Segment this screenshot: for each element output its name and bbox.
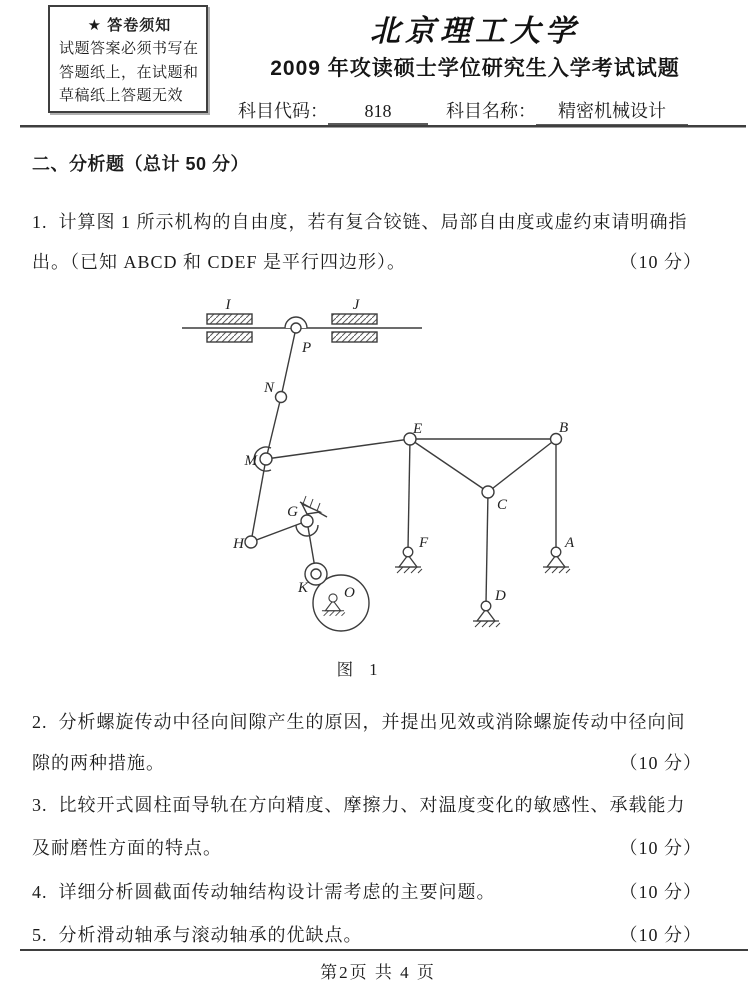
question-2-line-2	[32, 751, 702, 775]
figure-linework	[182, 314, 570, 631]
label-e: E	[413, 421, 423, 437]
link-b-c	[488, 439, 556, 492]
question-1-line-2	[32, 250, 702, 274]
link-m-e	[266, 439, 410, 459]
subject-row	[238, 97, 688, 126]
star-icon: ★	[87, 17, 103, 34]
question-1-line-2-text: 出。（已知 ABCD 和 CDEF 是平行四边形）。	[32, 252, 407, 272]
notice-box	[48, 5, 208, 113]
notice-line: 试题答案必须书写在	[59, 41, 199, 57]
label-h: H	[233, 536, 244, 552]
link-e-c	[410, 439, 488, 492]
label-d: D	[495, 588, 506, 604]
question-5-line-1	[32, 923, 702, 947]
question-3-line-2-text: 及耐磨性方面的特点。	[32, 838, 222, 858]
label-o: O	[344, 585, 355, 601]
label-c: C	[497, 497, 508, 513]
page-number: 第2页 共 4 页	[320, 963, 436, 982]
question-2-line-2-text: 隙的两种措施。	[32, 753, 165, 773]
subject-code-value: 818	[328, 101, 428, 125]
joint-g	[301, 515, 313, 527]
notice-line: 答题纸上，在试题和	[59, 64, 199, 81]
subject-name-label: 科目名称：	[446, 101, 536, 121]
joint-m	[260, 453, 272, 465]
question-3-score: （10 分）	[619, 838, 702, 858]
university-name: 北京理工大学	[370, 15, 580, 48]
guide-block-j-lower	[332, 332, 377, 342]
question-1-score: （10 分）	[619, 252, 702, 272]
label-a: A	[565, 535, 575, 551]
link-c-d	[486, 492, 488, 603]
roller-k-inner	[311, 569, 321, 579]
label-p: P	[302, 340, 312, 356]
label-n: N	[263, 380, 274, 396]
notice-line: 草稿纸上答题无效	[59, 88, 184, 104]
question-5-text: 5. 分析滑动轴承与滚动轴承的优缺点。	[32, 925, 363, 945]
question-2-score: （10 分）	[619, 753, 702, 773]
question-2-line-1: 2. 分析螺旋传动中径向间隙产生的原因，并提出见效或消除螺旋传动中径向间	[32, 712, 686, 732]
question-3-line-2	[32, 836, 702, 860]
ground-pivot-f	[395, 547, 422, 573]
label-b: B	[559, 420, 569, 436]
guide-block-i-lower	[207, 332, 252, 342]
subject-code-label: 科目代码：	[238, 101, 328, 121]
notice-title-text: 答卷须知	[107, 17, 172, 34]
footer-divider	[20, 949, 748, 951]
notice-title	[59, 14, 200, 35]
joint-c	[482, 486, 494, 498]
mechanism-figure	[160, 283, 620, 643]
joint-h	[245, 536, 257, 548]
question-4-line-1	[32, 880, 702, 904]
figure-caption: 图 1	[336, 660, 384, 679]
label-f: F	[419, 535, 429, 551]
subject-name-value: 精密机械设计	[536, 97, 688, 126]
joint-p	[291, 323, 301, 333]
guide-block-j-upper	[332, 314, 377, 324]
label-j: J	[352, 297, 360, 313]
question-1-line-1: 1. 计算图 1 所示机构的自由度，若有复合铰链、局部自由度或虚约束请明确指	[32, 212, 688, 232]
label-m: M	[244, 453, 257, 469]
joint-n	[276, 392, 287, 403]
label-g: G	[287, 504, 298, 520]
question-3-line-1: 3. 比较开式圆柱面导轨在方向精度、摩擦力、对温度变化的敏感性、承载能力	[32, 795, 686, 815]
guide-block-i-upper	[207, 314, 252, 324]
label-i: I	[225, 297, 231, 313]
label-k: K	[297, 580, 308, 596]
question-4-text: 4. 详细分析圆截面传动轴结构设计需考虑的主要问题。	[32, 882, 496, 902]
ground-pivot-a	[543, 547, 570, 573]
section-heading: 二、分析题（总计 50 分）	[32, 154, 250, 174]
exam-title: 2009 年攻读硕士学位研究生入学考试试题	[270, 57, 680, 80]
question-4-score: （10 分）	[619, 882, 702, 902]
header-divider	[20, 125, 746, 128]
question-5-score: （10 分）	[619, 925, 702, 945]
ground-pivot-d	[473, 601, 500, 627]
link-e-f	[408, 439, 410, 549]
